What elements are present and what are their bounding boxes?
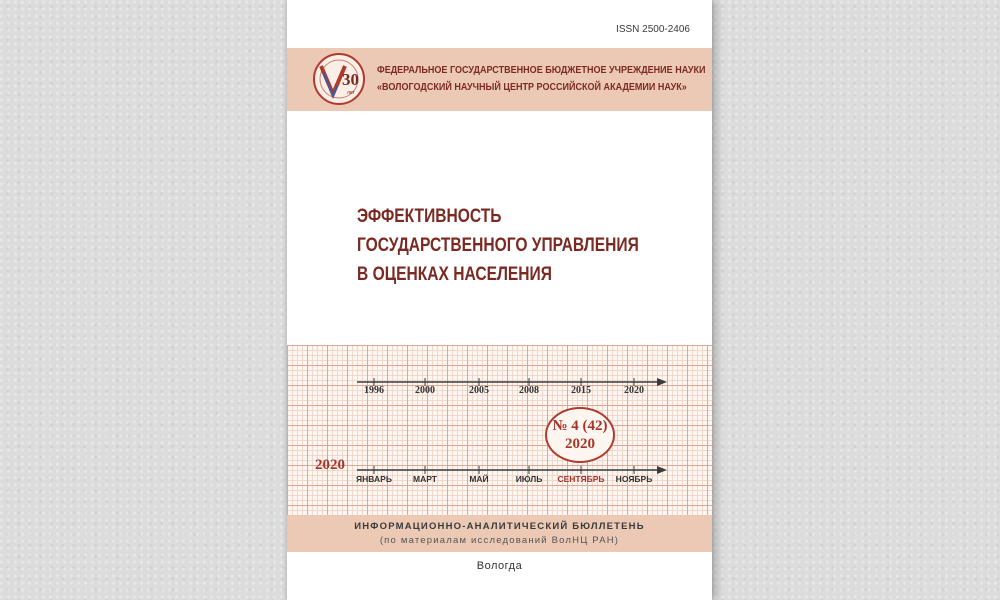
timeline-year-2000: 2000: [415, 385, 435, 396]
month-march: МАРТ: [413, 474, 437, 484]
month-january: ЯНВАРЬ: [356, 474, 392, 484]
org-line-2: «ВОЛОГОДСКИЙ НАУЧНЫЙ ЦЕНТР РОССИЙСКОЙ АКАДЕМИИ НАУК»: [377, 81, 687, 93]
organization-name: [377, 62, 706, 96]
bulletin-line-1: ИНФОРМАЦИОННО-АНАЛИТИЧЕСКИЙ БЮЛЛЕТЕНЬ: [354, 521, 645, 532]
title-line-1: ЭФФЕКТИВНОСТЬ: [357, 206, 502, 227]
timeline-year-2015: 2015: [571, 385, 591, 396]
bulletin-band: [287, 515, 712, 552]
timeline-year-2020: 2020: [624, 385, 644, 396]
issue-badge: [545, 407, 615, 463]
bulletin-cover: [287, 0, 712, 600]
year-label: 2020: [315, 457, 345, 473]
title-line-2: ГОСУДАРСТВЕННОГО УПРАВЛЕНИЯ: [357, 235, 639, 256]
timeline-arrows: [287, 345, 712, 515]
bulletin-title: [357, 202, 639, 289]
issue-number: № 4 (42): [552, 418, 608, 434]
timeline-year-1996: 1996: [364, 385, 384, 396]
logo-number: 30: [342, 70, 359, 89]
month-september: СЕНТЯБРЬ: [557, 474, 605, 484]
timeline-year-2008: 2008: [519, 385, 539, 396]
bulletin-line-2: (по материалам исследований ВолНЦ РАН): [379, 535, 620, 546]
title-line-3: В ОЦЕНКАХ НАСЕЛЕНИЯ: [357, 264, 552, 285]
city-label: Вологда: [476, 560, 523, 572]
issue-year: 2020: [565, 436, 595, 452]
timeline-year-2005: 2005: [469, 385, 489, 396]
month-july: ИЮЛЬ: [515, 474, 543, 484]
logo-30-years-icon: [311, 52, 367, 106]
month-may: МАЙ: [469, 474, 489, 484]
month-november: НОЯБРЬ: [615, 474, 653, 484]
logo-caption: лет: [347, 90, 355, 96]
timeline-grid: [287, 345, 712, 515]
org-line-1: ФЕДЕРАЛЬНОЕ ГОСУДАРСТВЕННОЕ БЮДЖЕТНОЕ УЧРЕЖДЕНИЕ НАУКИ: [377, 64, 706, 76]
issn-label: ISSN 2500-2406: [616, 24, 690, 35]
